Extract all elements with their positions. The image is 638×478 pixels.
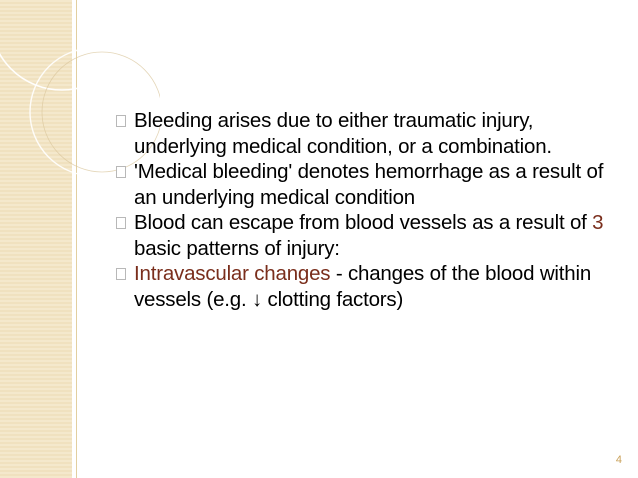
bullet-text: 'Medical bleeding' denotes hemorrhage as a result of an underlying medical condition <box>134 160 604 209</box>
bullet-list <box>116 108 616 312</box>
bullet-item <box>116 261 616 312</box>
page-number: 4 <box>615 454 622 466</box>
bullet-marker-icon <box>116 166 126 178</box>
bullet-item <box>116 108 616 159</box>
bullet-text: Bleeding arises due to either traumatic injury, underlying medical condition, or a combination. <box>134 109 552 158</box>
bullet-item <box>116 159 616 210</box>
bullet-item <box>116 210 616 261</box>
bullet-marker-icon <box>116 115 126 127</box>
bullet-accent-text: Intravascular changes <box>134 262 331 285</box>
bullet-text: Blood can escape from blood vessels as a result of <box>134 211 593 234</box>
bullet-text: basic patterns of injury: <box>134 236 340 260</box>
bullet-text: - changes of the blood within vessels (e.g. ↓ clotting factors) <box>134 262 592 311</box>
bullet-accent-text: 3 <box>592 211 604 234</box>
bullet-marker-icon <box>116 268 126 280</box>
bullet-marker-icon <box>116 217 126 229</box>
